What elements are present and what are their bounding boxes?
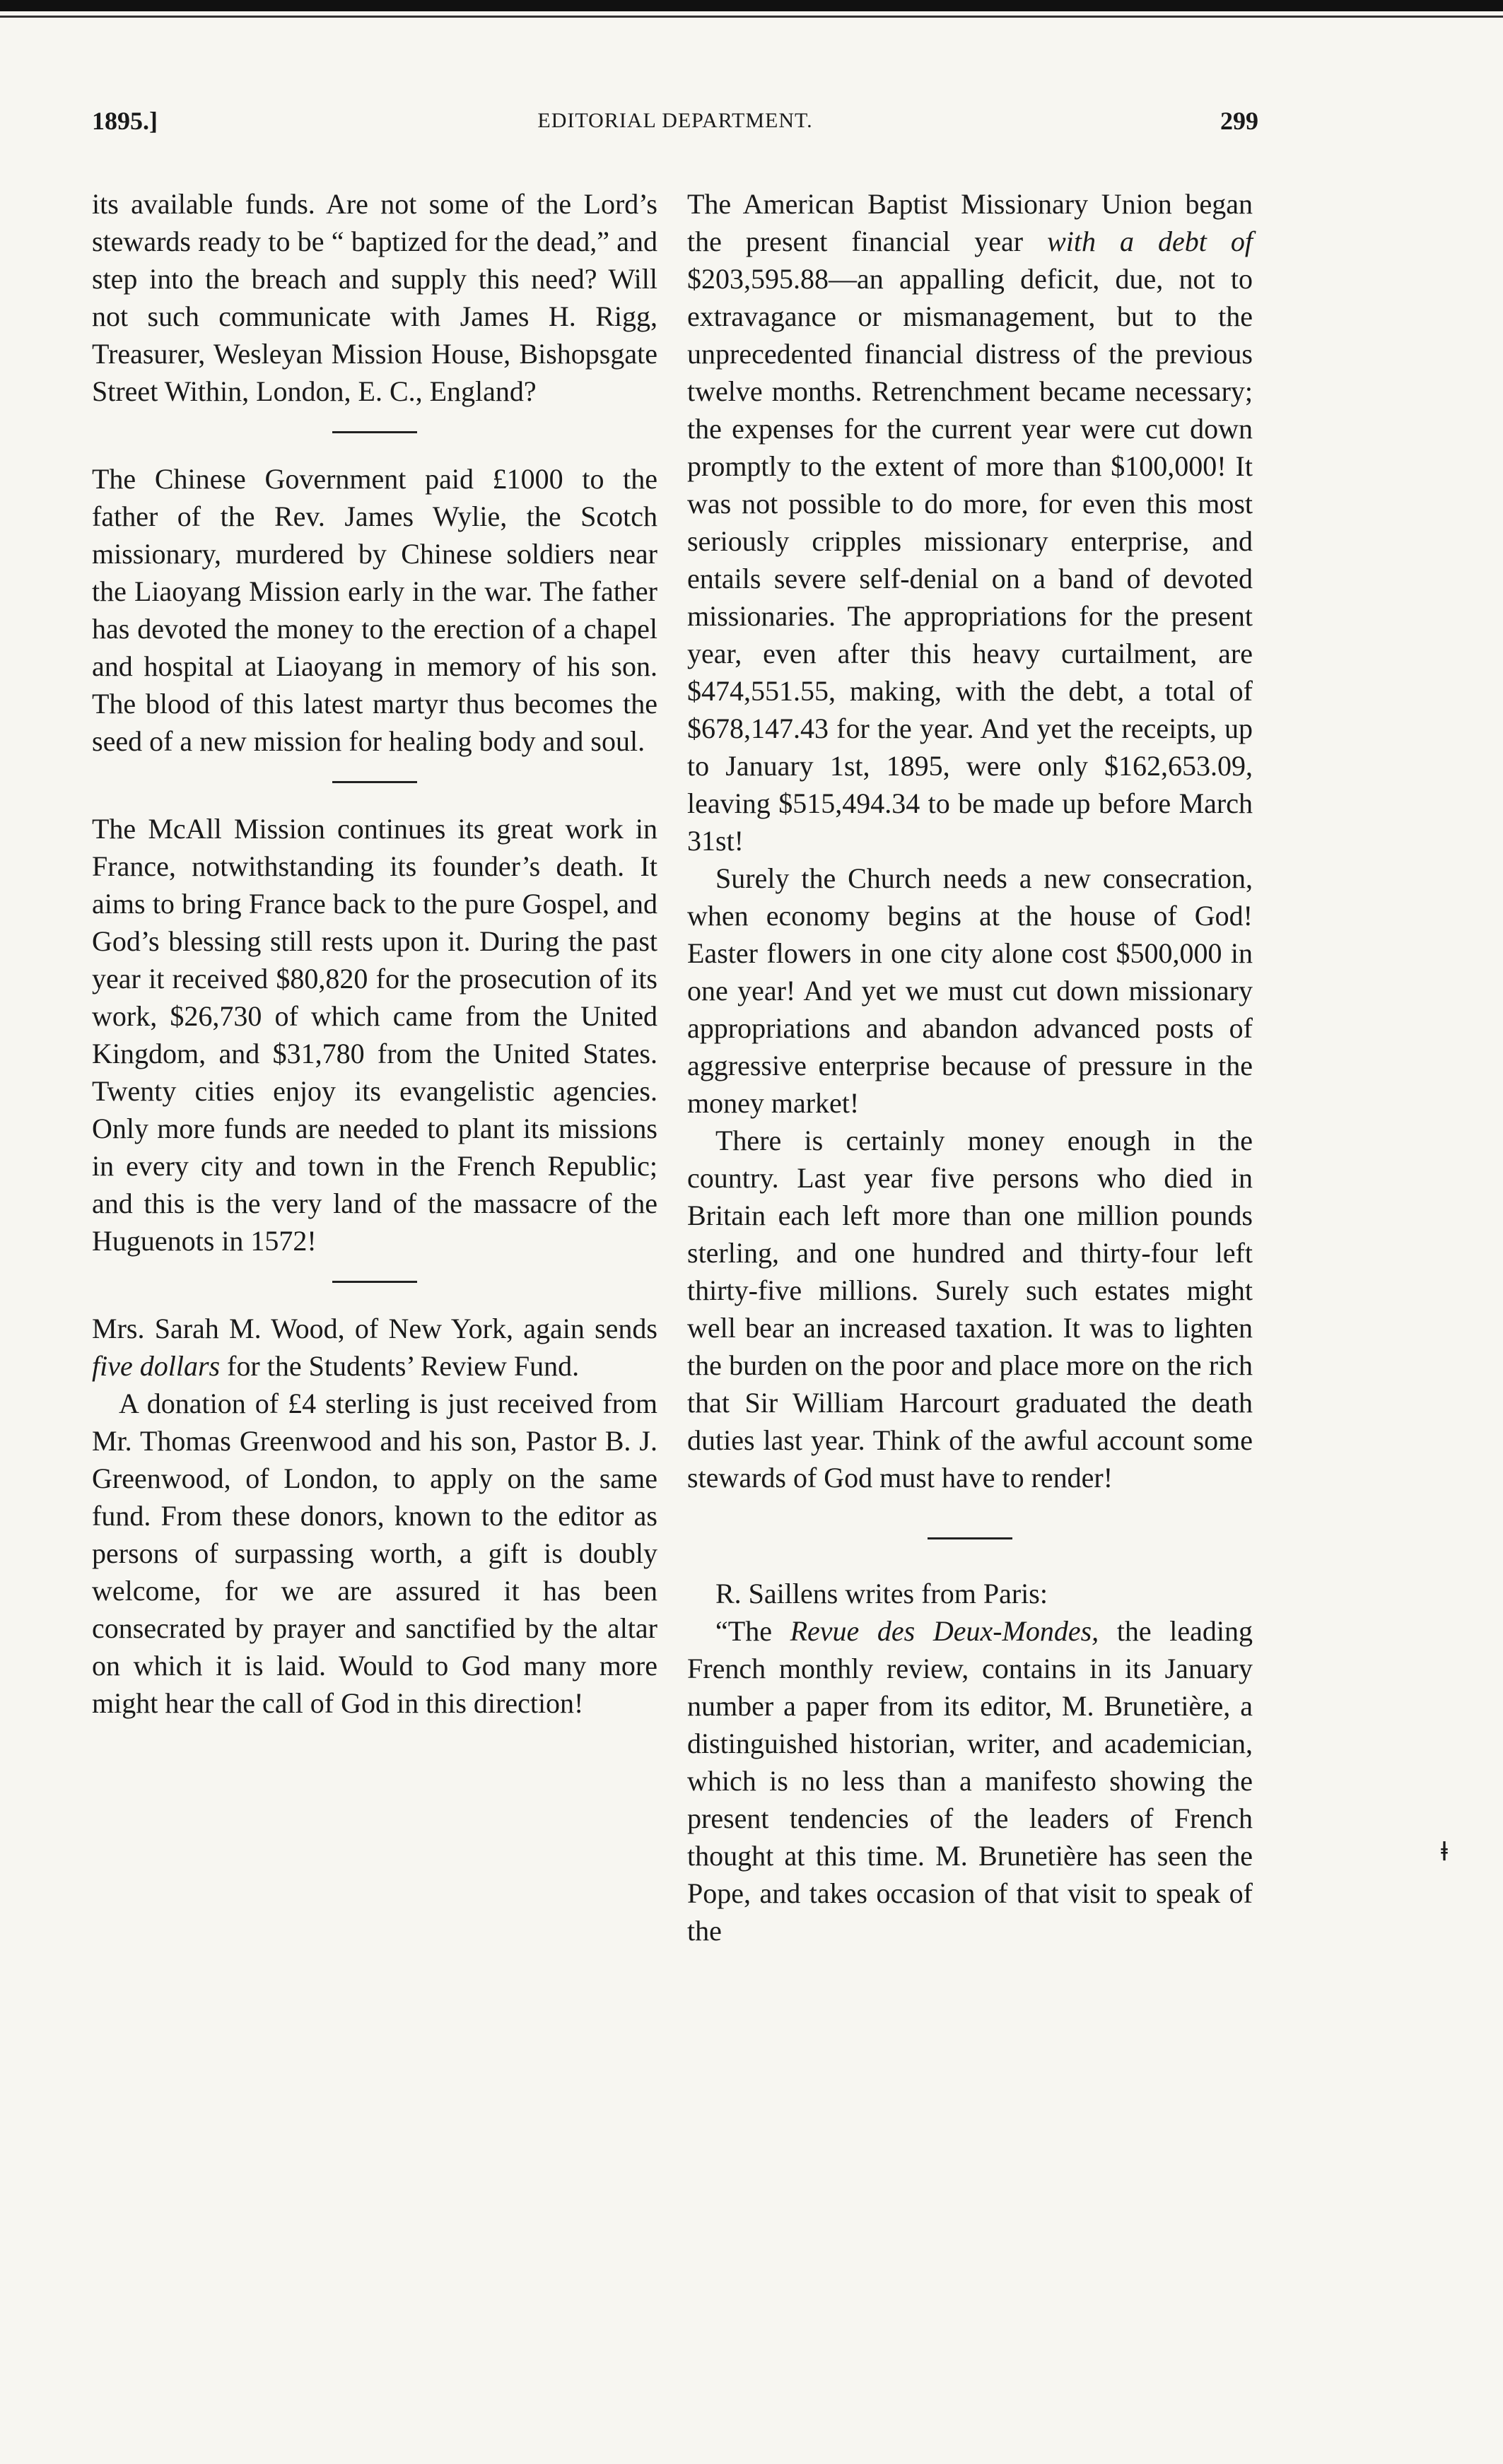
paragraph-mcall-mission: The McAll Mission continues its great work in France, notwithstanding its founder’s death. It aims to bring France back to the pure Gospel, and God’s blessing still rests upon it. During the past year it received $80,820 for the prosecution of its work, $26,730 of which came from the United Kingdom, and $31,780 from the United States. Twenty cities enjoy its evangelistic agencies. Only more funds are needed to plant its missions in every city and town in the French Republic; and this is the very land of the massacre of the Huguenots in 1572!	[92, 813, 657, 1257]
paragraph-greenwood-donation: A donation of £4 sterling is just received from Mr. Thomas Greenwood and his son, Pastor B. J. Greenwood, of London, to apply on the same fund. From these donors, known to the editor as persons of surpassing worth, a gift is doubly welcome, for we are assured it has been consecrated by prayer and sanctified by the altar on which it is laid. Would to God many more might hear the call of God in this direction!	[92, 1388, 657, 1719]
baptist-text-end: $203,595.88—an appalling deficit, due, not to extravagance or mismanagement, but to the unprecedented financial distress of the previous twelve months. Retrenchment became necessary; the expenses for the current year were cut down promptly to the extent of more than $100,000! It was not possible to do more, for even this most seriously cripples missionary enterprise, and entails severe self-denial on a band of devoted missionaries. The appropriations for the present year, even after this heavy curtailment, are $474,551.55, making, with the debt, a total of $678,147.43 for the year. And yet the receipts, up to January 1st, 1895, were only $162,653.09, leaving $515,494.34 to be made up before March 31st!	[687, 263, 1253, 857]
paragraph-new-consecration: Surely the Church needs a new consecration, when economy begins at the house of God! Easter flowers in one city alone cost $500,000 in one year! And yet we must cut down missionary appropriations and abandon advanced posts of aggressive enterprise because of pressure in the money market!	[687, 862, 1253, 1119]
revue-text-end: the leading French monthly review, contains in its January number a paper from its editor, M. Brunetière, a distinguished historian, writer, and academician, which is no less than a manifesto showing the present tendencies of the leaders of French thought at this time. M. Brunetière has seen the Pope, and takes occasion of that visit to speak of the	[687, 1615, 1253, 1947]
debt-italic: with a debt of	[1047, 225, 1253, 257]
header-title: EDITORIAL DEPARTMENT.	[537, 109, 813, 132]
top-border-thin-rule	[0, 16, 1503, 18]
sarah-wood-text-start: Mrs. Sarah M. Wood, of New York, again sends	[92, 1313, 657, 1344]
paragraph-available-funds: its available funds. Are not some of the Lord’s stewards ready to be “ baptized for the dead,” and step into the breach and supply this need? Will not such communicate with James H. Rigg, Treasurer, Wesleyan Mission House, Bishopsgate Street Within, London, E. C., England?	[92, 188, 657, 407]
page-number: 299	[1220, 107, 1258, 135]
paragraph-money-enough: There is certainly money enough in the country. Last year five persons who died in Britain each left more than one million pounds sterling, and one hundred and thirty-four left thirty-five millions. Surely such estates might well bear an increased taxation. It was to lighten the burden on the poor and place more on the rich that Sir William Harcourt graduated the death duties last year. Think of the awful account some stewards of God must have to render!	[687, 1125, 1253, 1494]
paragraph-chinese-government: The Chinese Government paid £1000 to the father of the Rev. James Wylie, the Scotch missionary, murdered by Chinese soldiers near the Liaoyang Mission early in the war. The father has devoted the money to the erection of a chapel and hospital at Liaoyang in memory of his son. The blood of this latest martyr thus becomes the seed of a new mission for healing body and soul.	[92, 463, 657, 757]
paragraph-sarah-wood	[92, 1310, 657, 1385]
section-divider	[332, 781, 417, 783]
header-year: 1895.]	[92, 107, 158, 135]
five-dollars-italic: five dollars	[92, 1350, 221, 1382]
paragraph-revue-quote	[687, 1612, 1253, 1949]
left-column	[92, 185, 657, 1722]
running-head	[92, 106, 1258, 148]
top-border-rule	[0, 0, 1503, 11]
margin-mark-icon: ⱡ	[1441, 1838, 1449, 1867]
revue-text-start: “The	[715, 1615, 772, 1647]
section-divider	[332, 431, 417, 433]
right-column	[687, 185, 1253, 1949]
revue-title-italic: Revue des Deux-Mondes,	[790, 1615, 1099, 1647]
section-divider	[928, 1537, 1012, 1539]
paragraph-saillens: R. Saillens writes from Paris:	[715, 1578, 1048, 1609]
baptist-text-start: The American Baptist Missionary Union began the present financial year	[687, 188, 1253, 257]
sarah-wood-text-end: for the Students’ Review Fund.	[227, 1350, 580, 1382]
section-divider	[332, 1281, 417, 1283]
paragraph-baptist-missionary-union	[687, 185, 1253, 860]
